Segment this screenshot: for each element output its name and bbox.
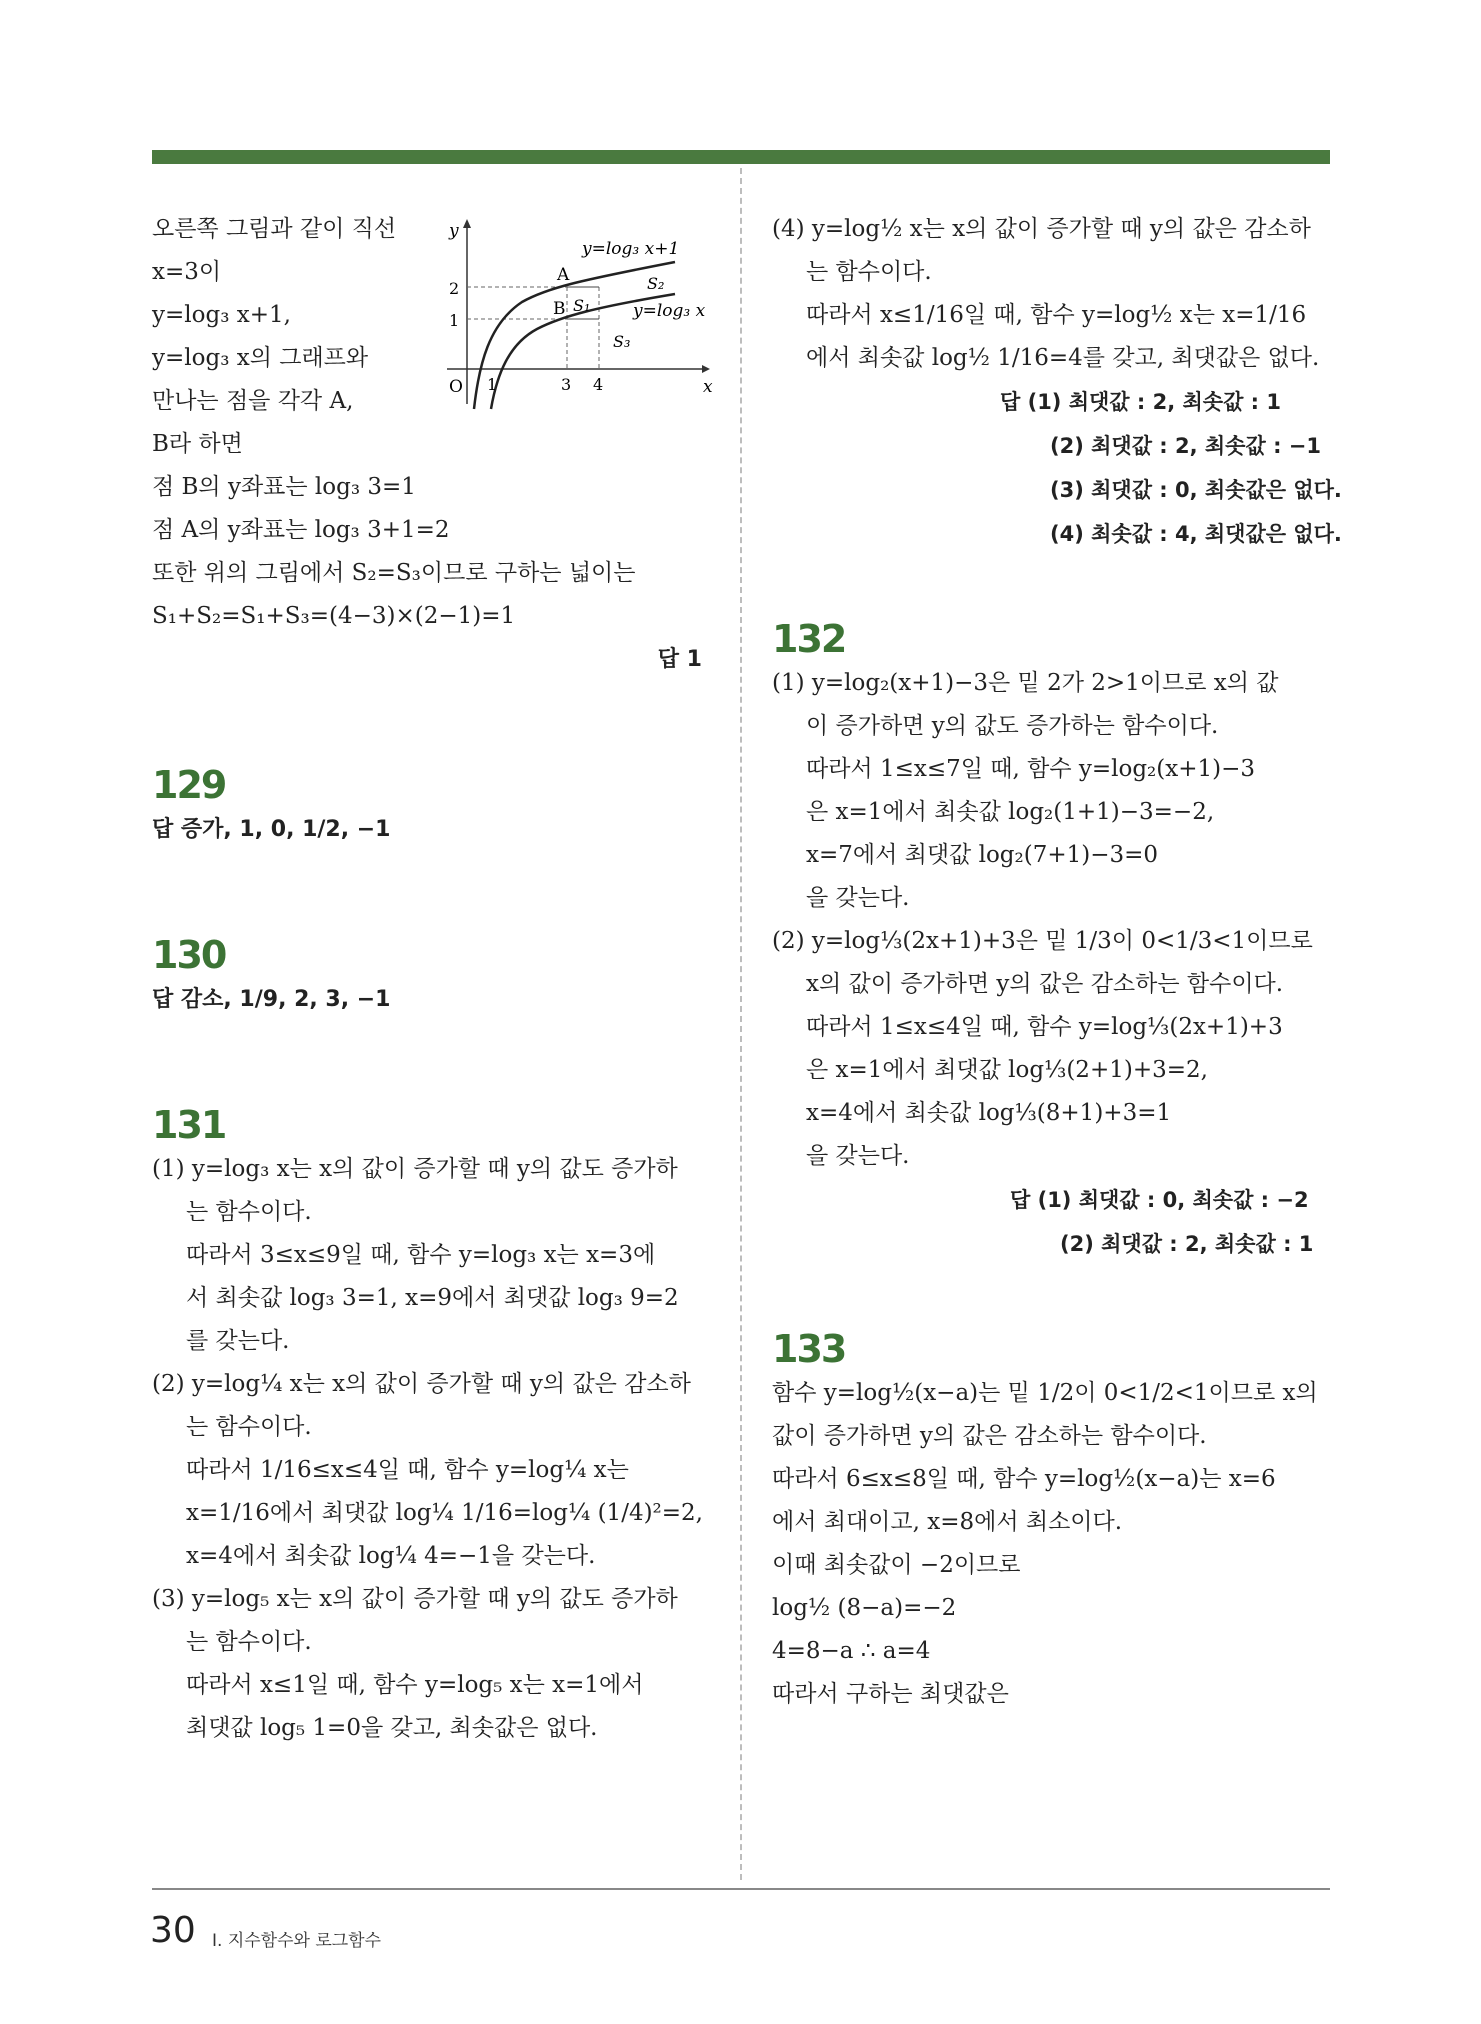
text-line: 이때 최솟값이 −2이므로 xyxy=(772,1552,1021,1578)
text-line: 만나는 점을 각각 A, xyxy=(152,388,354,414)
text-line: x=4에서 최솟값 log¼ 4=−1을 갖는다. xyxy=(186,1543,596,1569)
y-axis-label: y xyxy=(449,221,459,241)
curve1-label: y=log₃ x+1 xyxy=(582,239,680,259)
s1-label: S₁ xyxy=(573,296,591,315)
tick-x1: 1 xyxy=(487,375,498,394)
text-line: 를 갖는다. xyxy=(186,1328,290,1354)
text-line: B라 하면 xyxy=(152,431,243,457)
text-line: (2) y=log⅓(2x+1)+3은 밑 1/3이 0<1/3<1이므로 xyxy=(772,928,1313,954)
text-line: 에서 최솟값 log½ 1/16=4를 갖고, 최댓값은 없다. xyxy=(806,345,1320,371)
point-a-label: A xyxy=(557,265,570,285)
spacer xyxy=(152,852,712,932)
spacer xyxy=(152,1022,712,1102)
text-line: 4=8−a ∴ a=4 xyxy=(772,1638,931,1664)
problem-number-132: 132 xyxy=(772,617,846,661)
text-line: 따라서 1/16≤x≤4일 때, 함수 y=log¼ x는 xyxy=(186,1457,629,1483)
text-line: 는 함수이다. xyxy=(186,1199,312,1225)
text-line: y=log₃ x+1, xyxy=(152,302,291,328)
y-axis-arrow xyxy=(463,219,471,228)
x-axis-label: x xyxy=(703,377,713,397)
text-line: (1) y=log₃ x는 x의 값이 증가할 때 y의 값도 증가하 xyxy=(152,1156,678,1182)
problem-number-133: 133 xyxy=(772,1327,846,1371)
text-line: 는 함수이다. xyxy=(186,1414,312,1440)
text-line: 서 최솟값 log₃ 3=1, x=9에서 최댓값 log₃ 9=2 xyxy=(186,1285,679,1311)
text-line: 에서 최대이고, x=8에서 최소이다. xyxy=(772,1509,1123,1535)
curve-log3x-plus-1 xyxy=(474,262,675,409)
text-line: S₁+S₂=S₁+S₃=(4−3)×(2−1)=1 xyxy=(152,603,516,629)
x-axis-arrow xyxy=(702,365,710,373)
right-column xyxy=(772,208,1342,1716)
text-line: log½ (8−a)=−2 xyxy=(772,1595,957,1621)
spacer xyxy=(772,556,1330,616)
text-line: 오른쪽 그림과 같이 직선 xyxy=(152,216,397,242)
text-line: x=4에서 최솟값 log⅓(8+1)+3=1 xyxy=(806,1100,1172,1126)
text-line: 을 갖는다. xyxy=(806,885,910,911)
tick-y2: 2 xyxy=(449,279,460,298)
text-line: (2) y=log¼ x는 x의 값이 증가할 때 y의 값은 감소하 xyxy=(152,1371,691,1397)
text-line: 점 A의 y좌표는 log₃ 3+1=2 xyxy=(152,517,450,543)
answer-132-2: (2) 최댓값 : 2, 최솟값 : 1 xyxy=(1060,1232,1314,1256)
text-line: 따라서 3≤x≤9일 때, 함수 y=log₃ x는 x=3에 xyxy=(186,1242,656,1268)
text-line: 따라서 x≤1/16일 때, 함수 y=log½ x는 x=1/16 xyxy=(806,302,1307,328)
answer-132-1: 답 (1) 최댓값 : 0, 최솟값 : −2 xyxy=(1010,1188,1309,1212)
text-line: 따라서 1≤x≤4일 때, 함수 y=log⅓(2x+1)+3 xyxy=(806,1014,1283,1040)
text-line: 함수 y=log½(x−a)는 밑 1/2이 0<1/2<1이므로 x의 xyxy=(772,1380,1318,1406)
text-line: 이 증가하면 y의 값도 증가하는 함수이다. xyxy=(806,713,1219,739)
left-column xyxy=(152,208,712,1750)
problem-number-129: 129 xyxy=(152,763,226,807)
text-line: x=3이 xyxy=(152,259,222,285)
page-number: 30 xyxy=(150,1910,196,1951)
text-line: 따라서 1≤x≤7일 때, 함수 y=log₂(x+1)−3 xyxy=(806,756,1256,782)
column-divider xyxy=(740,168,742,1880)
text-line: (1) y=log₂(x+1)−3은 밑 2가 2>1이므로 x의 값 xyxy=(772,670,1279,696)
answer-129: 답 증가, 1, 0, 1/2, −1 xyxy=(152,817,391,842)
text-line: x의 값이 증가하면 y의 값은 감소하는 함수이다. xyxy=(806,971,1284,997)
tick-y1: 1 xyxy=(449,311,460,330)
answer-131-1: 답 (1) 최댓값 : 2, 최솟값 : 1 xyxy=(1000,390,1281,414)
text-line: 는 함수이다. xyxy=(806,259,932,285)
answer-130: 답 감소, 1/9, 2, 3, −1 xyxy=(152,987,391,1012)
s2-label: S₂ xyxy=(647,274,665,293)
text-line: 을 갖는다. xyxy=(806,1143,910,1169)
point-b-label: B xyxy=(553,299,566,319)
spacer xyxy=(772,1266,1330,1326)
chapter-title: Ⅰ. 지수함수와 로그함수 xyxy=(212,1931,382,1951)
text-line: 값이 증가하면 y의 값은 감소하는 함수이다. xyxy=(772,1423,1207,1449)
text-line: 은 x=1에서 최솟값 log₂(1+1)−3=−2, xyxy=(806,799,1215,825)
s3-label: S₃ xyxy=(613,332,631,351)
curve2-label: y=log₃ x xyxy=(633,301,706,321)
text-line: 또한 위의 그림에서 S₂=S₃이므로 구하는 넓이는 xyxy=(152,560,636,586)
top-green-bar xyxy=(152,150,1330,164)
tick-x3: 3 xyxy=(561,375,572,394)
intro-block xyxy=(152,208,712,466)
text-line: x=7에서 최댓값 log₂(7+1)−3=0 xyxy=(806,842,1159,868)
footer-rule xyxy=(152,1888,1330,1890)
text-line: 는 함수이다. xyxy=(186,1629,312,1655)
text-line: 은 x=1에서 최댓값 log⅓(2+1)+3=2, xyxy=(806,1057,1208,1083)
problem-number-130: 130 xyxy=(152,933,226,977)
text-line: 최댓값 log₅ 1=0을 갖고, 최솟값은 없다. xyxy=(186,1715,598,1741)
log-graph-figure xyxy=(427,214,717,414)
spacer xyxy=(152,682,712,762)
text-line: 따라서 x≤1일 때, 함수 y=log₅ x는 x=1에서 xyxy=(186,1672,644,1698)
text-line: y=log₃ x의 그래프와 xyxy=(152,345,369,371)
text-line: 따라서 6≤x≤8일 때, 함수 y=log½(x−a)는 x=6 xyxy=(772,1466,1276,1492)
answer-128: 답 1 xyxy=(657,647,702,672)
text-line: x=1/16에서 최댓값 log¼ 1/16=log¼ (1/4)²=2, xyxy=(186,1500,703,1526)
origin-label: O xyxy=(449,377,463,397)
problem-number-131: 131 xyxy=(152,1103,226,1147)
answer-131-4: (4) 최솟값 : 4, 최댓값은 없다. xyxy=(1050,522,1342,546)
text-line: 따라서 구하는 최댓값은 xyxy=(772,1681,1009,1707)
text-line: 점 B의 y좌표는 log₃ 3=1 xyxy=(152,474,416,500)
text-line: (4) y=log½ x는 x의 값이 증가할 때 y의 값은 감소하 xyxy=(772,216,1311,242)
tick-x4: 4 xyxy=(593,375,604,394)
answer-131-2: (2) 최댓값 : 2, 최솟값 : −1 xyxy=(1050,434,1321,458)
text-line: (3) y=log₅ x는 x의 값이 증가할 때 y의 값도 증가하 xyxy=(152,1586,678,1612)
answer-131-3: (3) 최댓값 : 0, 최솟값은 없다. xyxy=(1050,478,1342,502)
